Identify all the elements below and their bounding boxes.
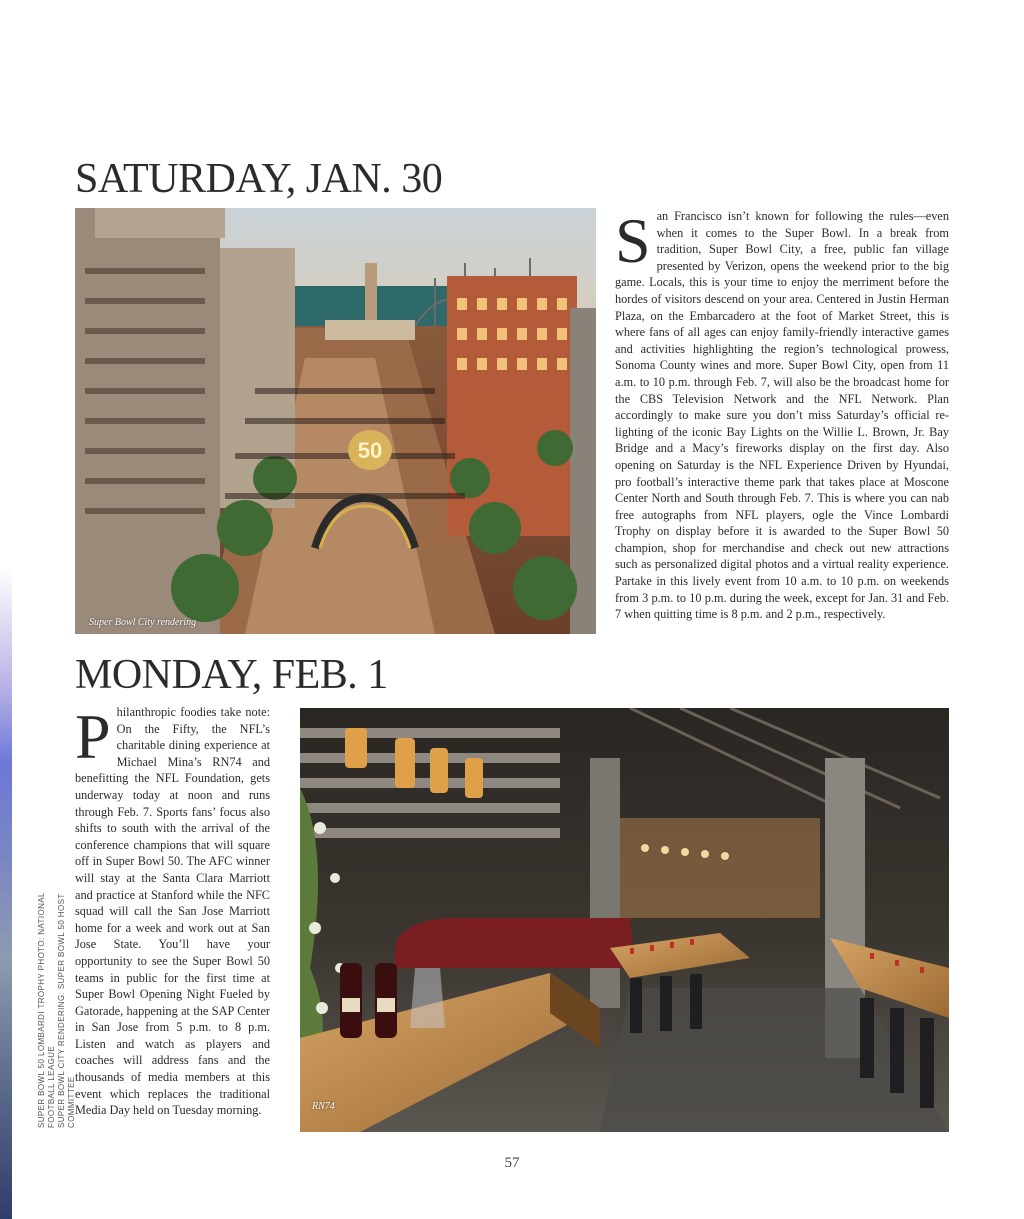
super-bowl-city-photo-caption: Super Bowl City rendering	[89, 617, 197, 628]
monday-article-body	[75, 701, 270, 1119]
super-bowl-city-illustration	[75, 208, 596, 634]
saturday-body-text: an Francisco isn’t known for following the rules—even when it comes to the Super Bowl. In a break from tradition, Super Bowl City, a free, public fan village presented by Verizon, opens the weekend prior to the big game. Locals, this is your time to enjoy the merriment before the hordes of visitors descend on your area. Centered in Justin Herman Plaza, on the Embarcadero at the foot of Market Street, this is where fans of all ages can enjoy family-friendly interactive games and activities highlighting the region’s technological prowess, Sonoma County wines and more. Super Bowl City, open from 11 a.m. to 10 p.m. through Feb. 7, will also be the broadcast home for the CBS Television Network and the NFL Network. Plan accordingly to make sure you don’t miss Saturday’s official re-lighting of the iconic Bay Lights on the Willie L. Brown, Jr. Bay Bridge and a Macy’s fireworks display on the first day. Also opening on Saturday is the NFL Experience Driven by Hyundai, pro football’s interactive theme park that takes place at Moscone Center North and South through Feb. 7. This is where you can nab free autographs from NFL players, ogle the Vince Lombardi Trophy on display before it is awarded to the Super Bowl 50 champion, shop for merchandise and check out new attractions such as personalized digital photos and a virtual reality experience. Partake in this lively event from 10 a.m. to 10 p.m. on weekends from 3 p.m. to 10 p.m. during the week, except for Jan. 31 and Feb. 7 when quitting time is 8 p.m. and 2 p.m., respectively.	[615, 209, 949, 622]
rn74-restaurant-illustration	[300, 708, 949, 1132]
saturday-heading: SATURDAY, JAN. 30	[75, 156, 443, 202]
photo-credit	[37, 848, 76, 1128]
super-bowl-50-logo: 50	[357, 438, 383, 463]
page-edge-color-strip	[0, 568, 12, 1219]
photo-credit-line-2: SUPER BOWL CITY RENDERING: SUPER BOWL 50 HOST COMMITTEE	[57, 893, 76, 1128]
photo-credit-line-1: SUPER BOWL 50 LOMBARDI TROPHY PHOTO: NATIONAL FOOTBALL LEAGUE	[37, 892, 56, 1128]
rn74-restaurant-photo	[300, 708, 949, 1132]
page-number: 57	[504, 1155, 520, 1171]
rn74-photo-caption: RN74	[312, 1101, 335, 1112]
super-bowl-city-photo	[75, 208, 596, 634]
monday-dropcap: P	[75, 701, 111, 772]
saturday-dropcap: S	[615, 205, 651, 276]
monday-heading: MONDAY, FEB. 1	[75, 652, 388, 698]
saturday-article-body	[615, 205, 949, 623]
monday-body-text: hilanthropic foodies take note: On the Fifty, the NFL’s charitable dining experience at Michael Mina’s RN74 and benefitting the NFL Foundation, gets underway today at noon and runs through Feb. 7. Sports fans’ focus also shifts to south with the arrival of the conference champions that will square off in Super Bowl 50. The AFC winner will stay at the Santa Clara Marriott and practice at Stanford while the NFC squad will call the San Jose Marriott home for a week and work out at San Jose State. You’ll have your opportunity to see the Super Bowl 50 teams in public for the first time at Super Bowl Opening Night Fueled by Gatorade, happening at the SAP Center in San Jose from 5 p.m. to 8 p.m. Listen and watch as players and coaches will address fans and the thousands of media members at this event which replaces the traditional Media Day held on Tuesday morning.	[75, 705, 270, 1118]
